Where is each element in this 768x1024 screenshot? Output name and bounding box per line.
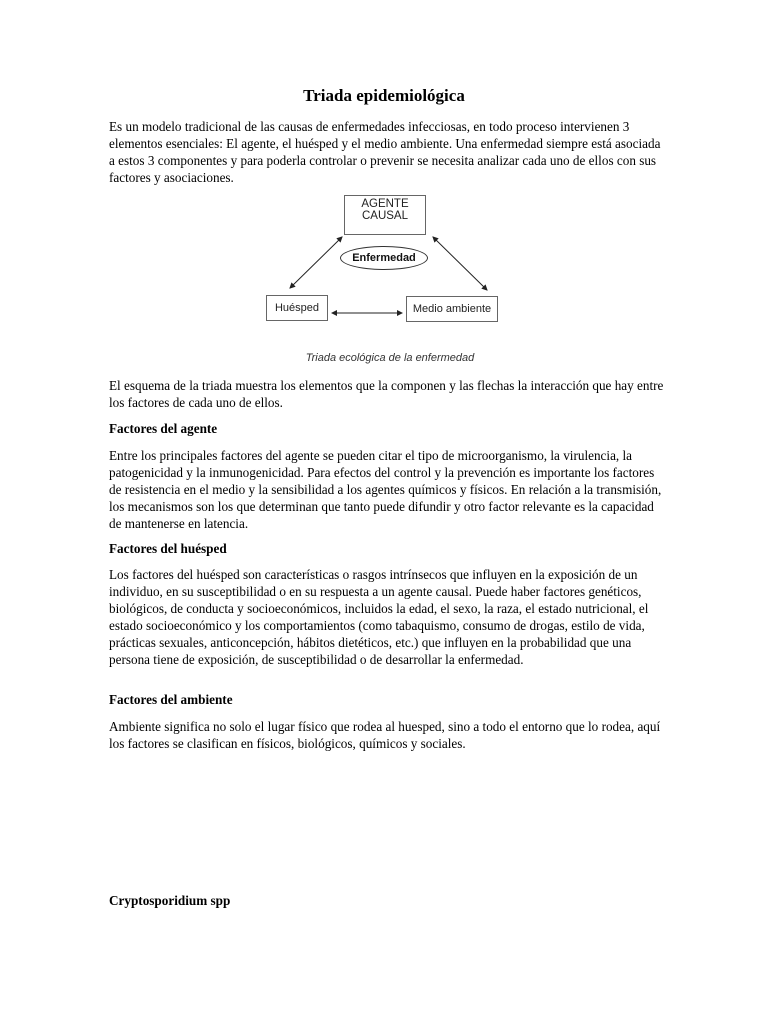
section-heading-host: Factores del huésped (109, 541, 227, 556)
agent-label-line2: CAUSAL (361, 210, 409, 222)
diagram-explanation: El esquema de la triada muestra los elementos que la componen y las flechas la interacción que hay entre los factores de cada uno de ellos. (109, 378, 664, 410)
intro-paragraph: Es un modelo tradicional de las causas de enfermedades infecciosas, en todo proceso intervienen 3 elementos esenciales: El agente, el huésped y el medio ambiente. Una enfermedad siempre está asociada a estos 3 componentes y para poderla controlar o prevenir se necesita analizar cada uno de ellos con sus factores y asociaciones. (109, 119, 661, 185)
footer-heading: Cryptosporidium spp (109, 893, 231, 908)
disease-ellipse: Enfermedad (340, 246, 428, 270)
section-text-agent: Entre los principales factores del agente se pueden citar el tipo de microorganismo, la virulencia, la patogenicidad y la inmunogenicidad. Para efectos del control y la prevención es importante los factores de resistencia en el medio y la sensibilidad a los agentes químicos y físicos. En relación a la transmisión, los mecanismos son los que determinan que tanto puede difundir y otro factor relevante es la capacidad de mantenerse en latencia. (109, 448, 662, 531)
arrow-agent-host (290, 237, 342, 288)
section-text-host: Los factores del huésped son características o rasgos intrínsecos que influyen en la exposición de un individuo, en su susceptibilidad o en su respuesta a un agente causal. Puede haber factores genéticos, biológicos, de conducta y socioeconómicos, incluidos la edad, el sexo, la raza, el estado nutricional, el estado socioeconómico y los comportamientos (como tabaquismo, consumo de drogas, estilo de vida, prácticas sexuales, anticoncepción, hábitos dietéticos, etc.) que influyen en la probabilidad que una persona tiene de exposición, de susceptibilidad o de desarrollar la enfermedad. (109, 567, 649, 667)
page-title: Triada epidemiológica (303, 86, 465, 105)
section-heading-environment: Factores del ambiente (109, 692, 233, 707)
agent-label-line1: AGENTE (361, 198, 409, 210)
section-text-environment: Ambiente significa no solo el lugar físico que rodea al huesped, sino a todo el entorno que lo rodea, aquí los factores se clasifican en físicos, biológicos, químicos y sociales. (109, 719, 661, 751)
arrow-agent-environment (433, 237, 487, 290)
diagram-caption: Triada ecológica de la enfermedad (305, 352, 475, 364)
host-box: Huésped (266, 295, 328, 321)
section-heading-agent: Factores del agente (109, 421, 218, 436)
epidemiological-triad-diagram (240, 190, 540, 370)
agent-box (344, 195, 426, 235)
environment-box: Medio ambiente (406, 296, 498, 322)
